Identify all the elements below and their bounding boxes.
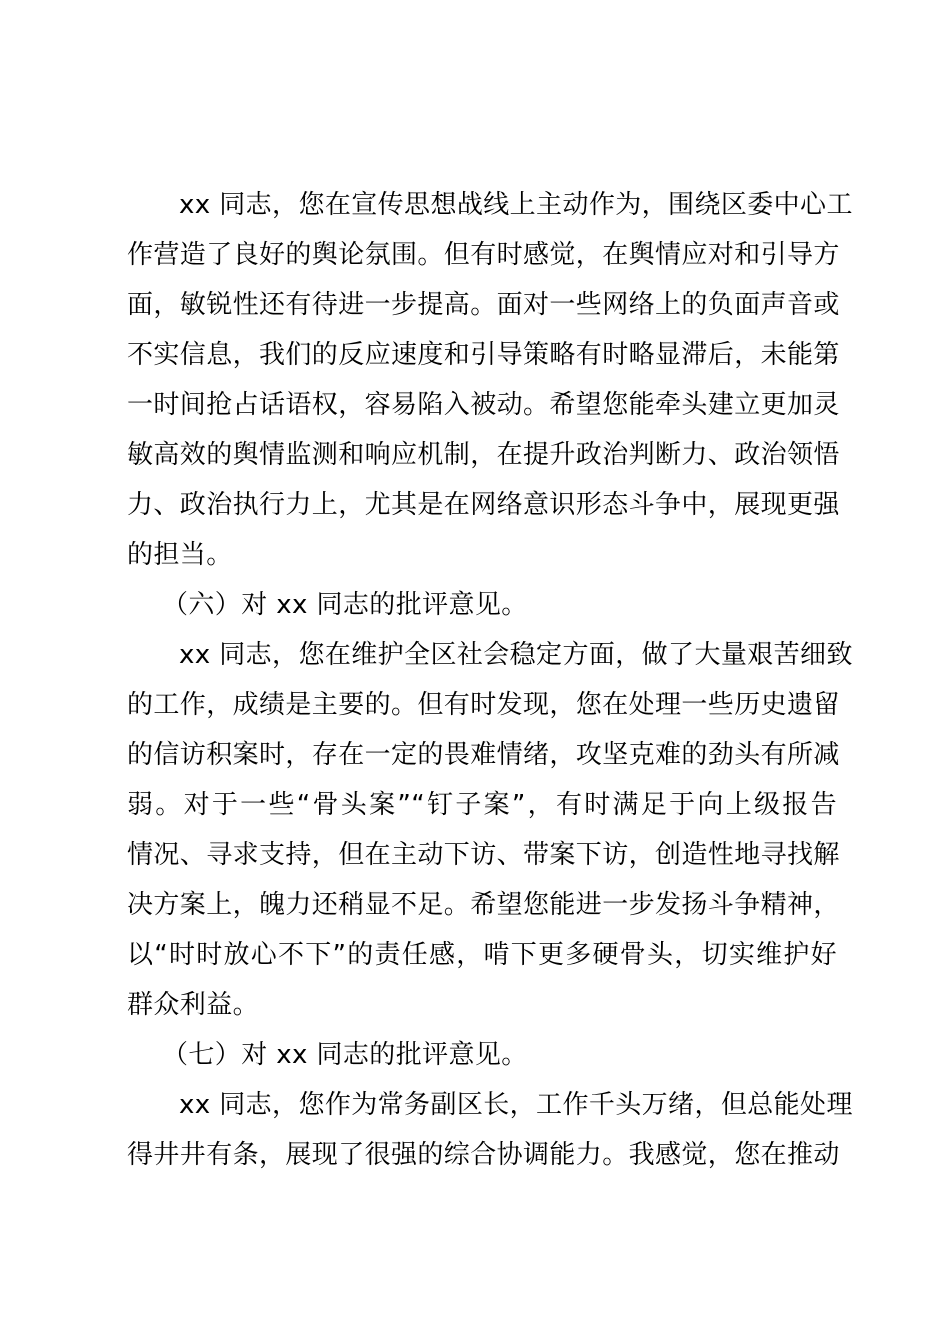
section-heading-six: （六）对 xx 同志的批评意见。 xyxy=(162,590,528,620)
text-line: 作营造了良好的舆论氛围。但有时感觉，在舆情应对和引导方 xyxy=(127,240,840,270)
text-line: xx 同志，您在宣传思想战线上主动作为，围绕区委中心工 xyxy=(179,190,853,220)
text-line: 弱。对于一些“骨头案”“钉子案”，有时满足于向上级报告 xyxy=(127,790,837,820)
text-line: xx 同志，您在维护全区社会稳定方面，做了大量艰苦细致 xyxy=(179,640,853,670)
text-line: 情况、寻求支持，但在主动下访、带案下访，创造性地寻找解 xyxy=(127,840,840,870)
text-line: xx 同志，您作为常务副区长，工作千头万绪，但总能处理 xyxy=(179,1090,853,1120)
text-line: 一时间抢占话语权，容易陷入被动。希望您能牵头建立更加灵 xyxy=(127,390,840,420)
section-heading-seven: （七）对 xx 同志的批评意见。 xyxy=(162,1040,528,1070)
text-line: 敏高效的舆情监测和响应机制，在提升政治判断力、政治领悟 xyxy=(127,440,840,470)
text-line: 决方案上，魄力还稍显不足。希望您能进一步发扬斗争精神， xyxy=(127,890,840,920)
text-line: 力、政治执行力上，尤其是在网络意识形态斗争中，展现更强 xyxy=(127,490,840,520)
text-line: 的工作，成绩是主要的。但有时发现，您在处理一些历史遗留 xyxy=(127,690,840,720)
text-line: 的担当。 xyxy=(127,540,233,570)
text-line: 群众利益。 xyxy=(127,990,260,1020)
text-line: 面，敏锐性还有待进一步提高。面对一些网络上的负面声音或 xyxy=(127,290,840,320)
text-line: 的信访积案时，存在一定的畏难情绪，攻坚克难的劲头有所减 xyxy=(127,740,840,770)
text-line: 以“时时放心不下”的责任感，啃下更多硬骨头，切实维护好 xyxy=(127,940,837,970)
text-line: 得井井有条，展现了很强的综合协调能力。我感觉，您在推动 xyxy=(127,1140,840,1170)
text-line: 不实信息，我们的反应速度和引导策略有时略显滞后，未能第 xyxy=(127,340,840,370)
